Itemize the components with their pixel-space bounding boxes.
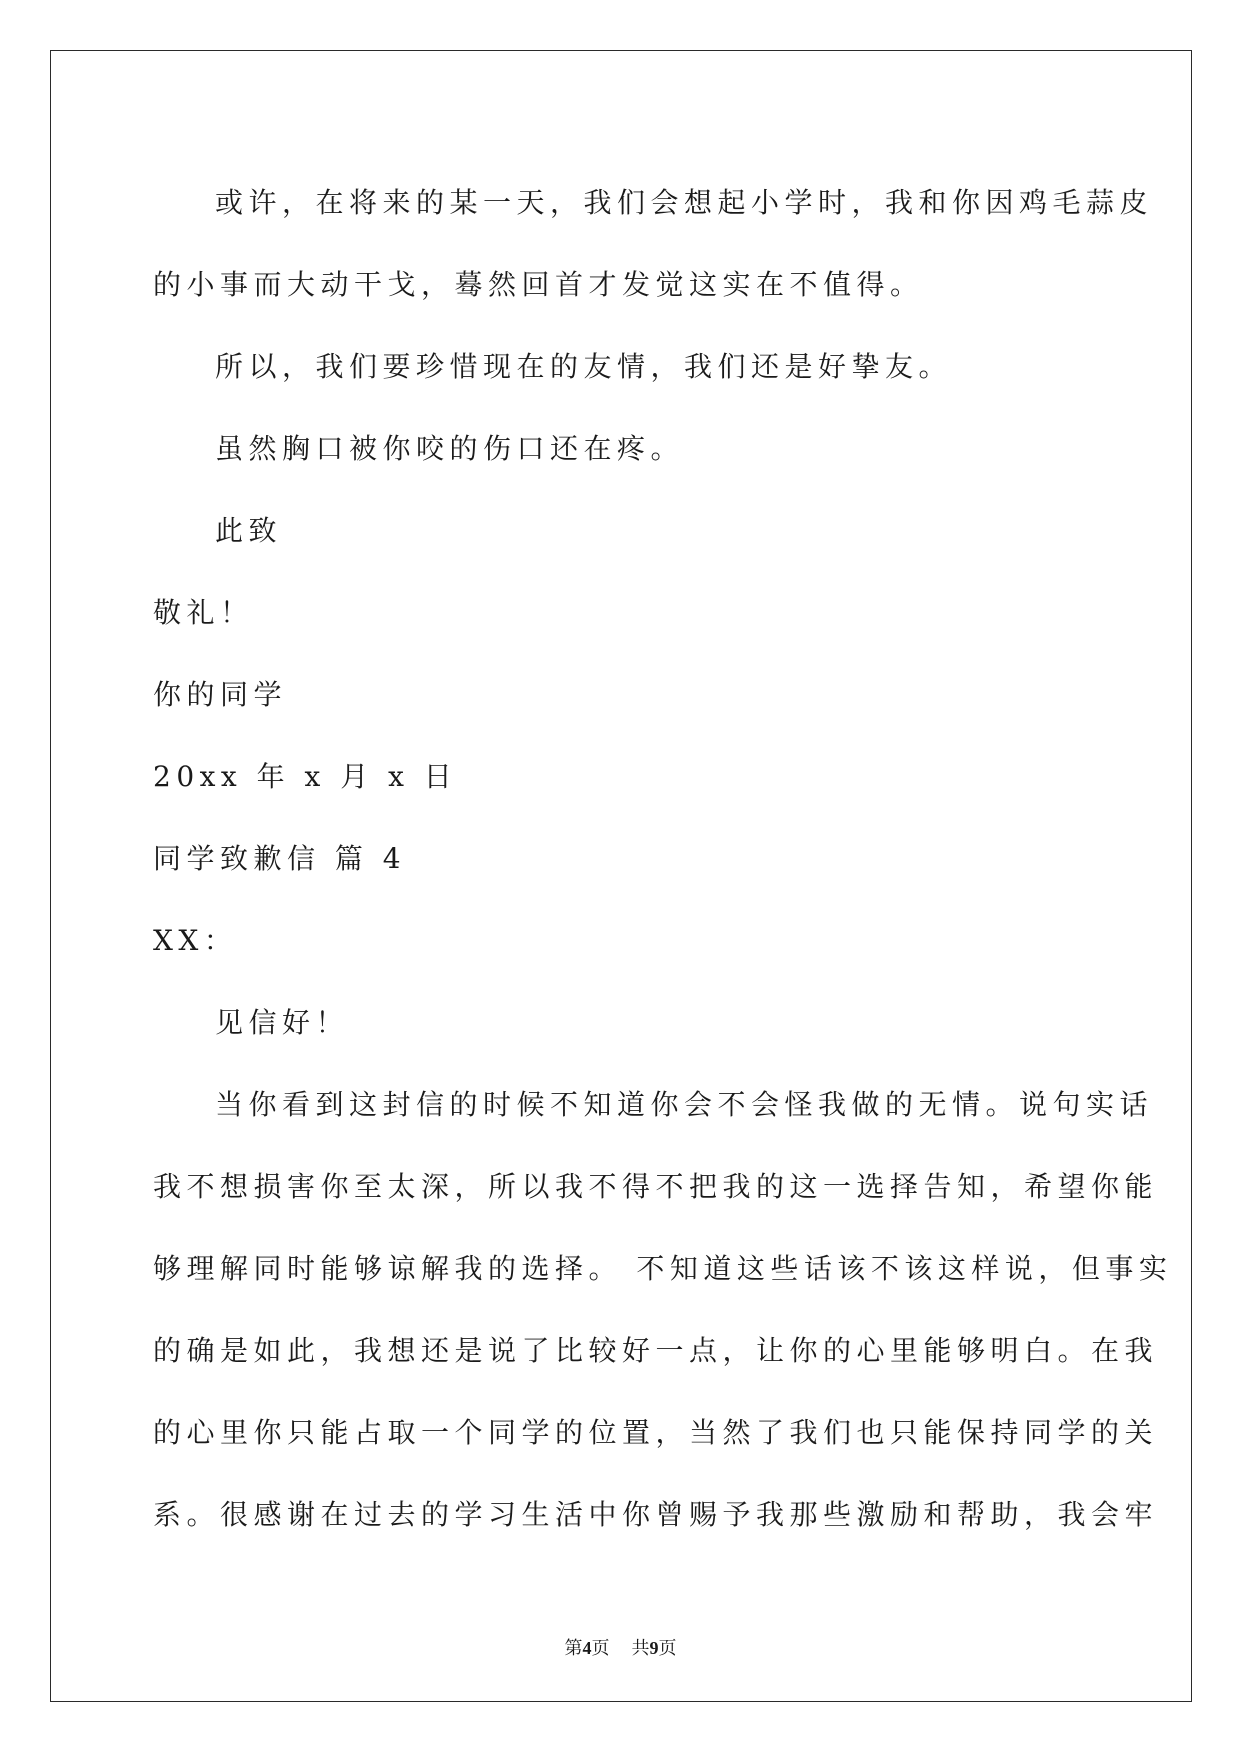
paragraph-line: 的确是如此，我想还是说了比较好一点，让你的心里能够明白。在我 <box>153 1334 1159 1367</box>
letter-greeting: XX： <box>153 924 238 957</box>
total-pages: 9 <box>649 1638 659 1658</box>
paragraph-line: 或许，在将来的某一天，我们会想起小学时，我和你因鸡毛蒜皮 <box>215 186 1154 219</box>
paragraph-line: 虽然胸口被你咬的伤口还在疼。 <box>215 432 685 465</box>
footer-prefix: 第 <box>564 1638 583 1659</box>
paragraph-line: 的小事而大动干戈，蓦然回首才发觉这实在不值得。 <box>153 268 924 301</box>
footer-total-suffix: 页 <box>658 1638 677 1659</box>
paragraph-line: 系。很感谢在过去的学习生活中你曾赐予我那些激励和帮助，我会牢 <box>153 1498 1159 1531</box>
footer-total-prefix: 共 <box>631 1638 650 1659</box>
paragraph-line: 我不想损害你至太深，所以我不得不把我的这一选择告知，希望你能 <box>153 1170 1159 1203</box>
signature: 你的同学 <box>153 678 288 711</box>
closing-regards: 敬礼！ <box>153 596 254 629</box>
closing-salutation: 此致 <box>215 514 283 547</box>
paragraph-line: 所以，我们要珍惜现在的友情，我们还是好挚友。 <box>215 350 953 383</box>
paragraph-line: 够理解同时能够谅解我的选择。 不知道这些话该不该这样说，但事实 <box>153 1252 1173 1285</box>
date: 20xx 年 x 月 x 日 <box>153 760 458 793</box>
paragraph-line: 当你看到这封信的时候不知道你会不会怪我做的无情。说句实话 <box>215 1088 1154 1121</box>
paragraph-line: 的心里你只能占取一个同学的位置，当然了我们也只能保持同学的关 <box>153 1416 1159 1449</box>
page-number: 4 <box>582 1638 592 1658</box>
section-heading: 同学致歉信 篇 4 <box>153 842 407 875</box>
page-footer <box>0 1634 1241 1660</box>
document-body <box>153 162 1173 1556</box>
opening-line: 见信好！ <box>215 1006 350 1039</box>
footer-page-suffix: 页 <box>591 1638 610 1659</box>
